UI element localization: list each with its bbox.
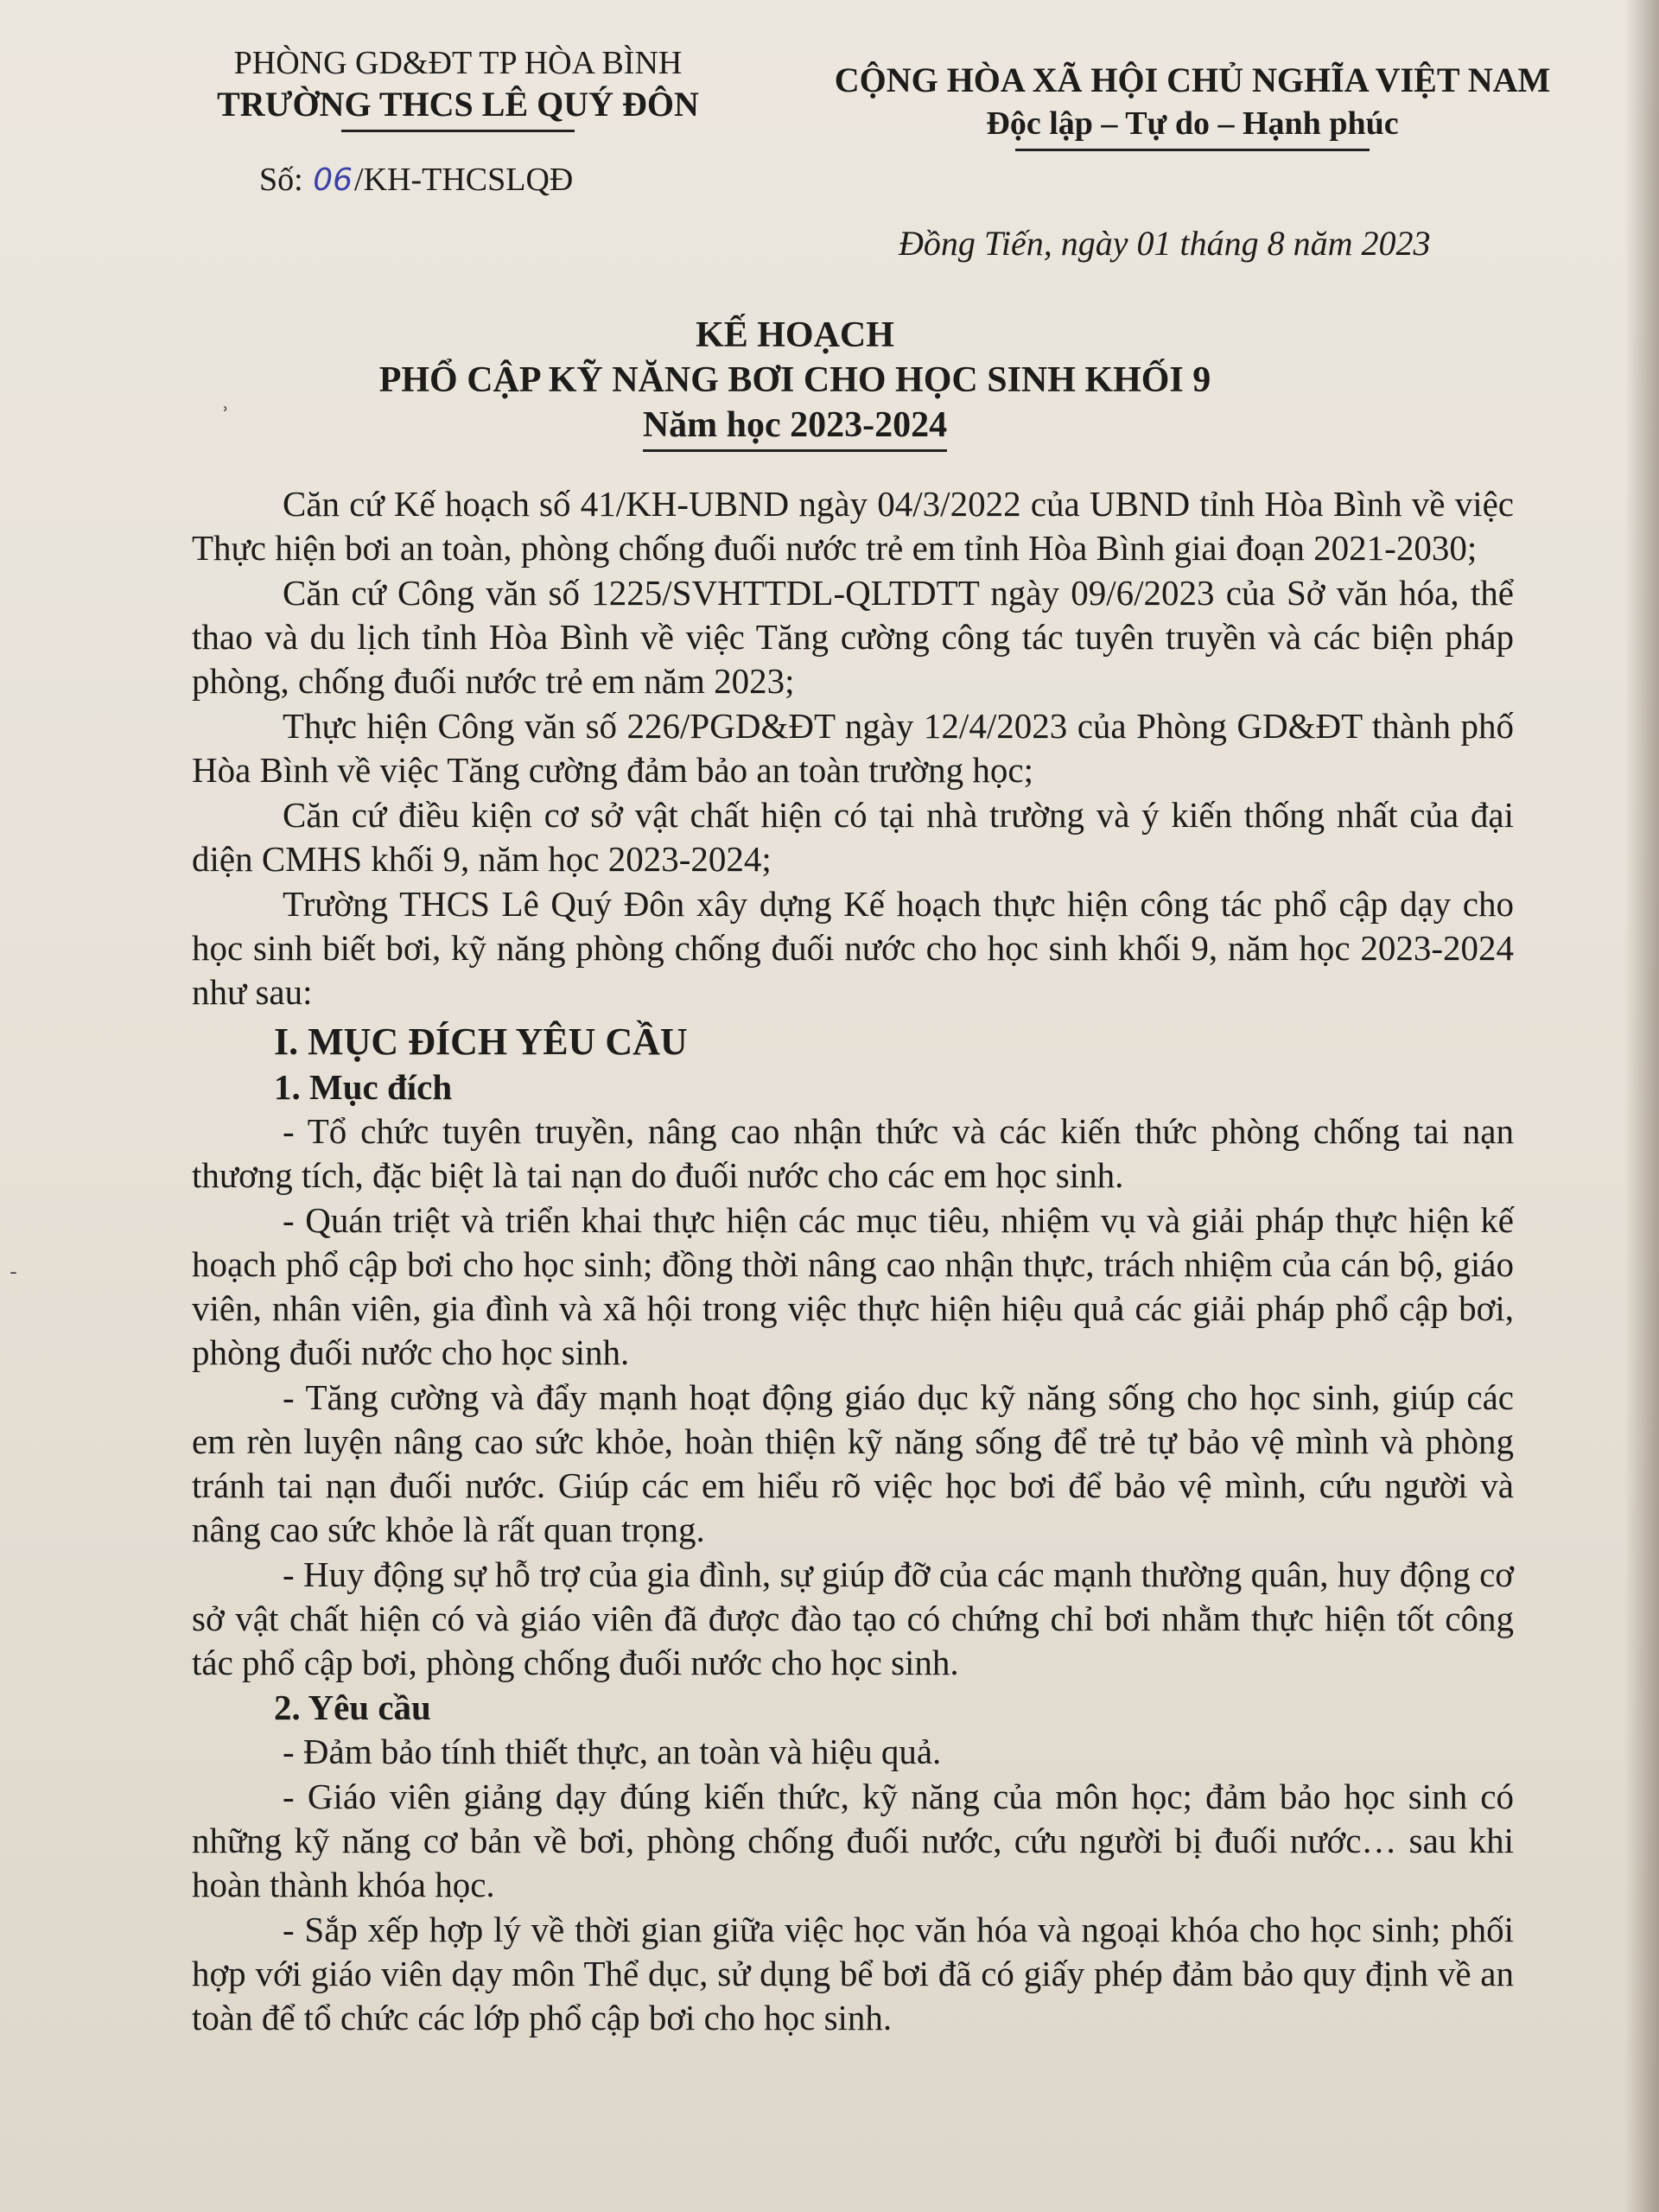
document-body	[192, 482, 1514, 2041]
handwritten-number: 06	[313, 162, 353, 198]
purpose-item: - Tổ chức tuyên truyền, nâng cao nhận thức và các kiến thức phòng chống tai nạn thương tích, đặc biệt là tai nạn do đuối nước cho các em học sinh.	[192, 1111, 1514, 1195]
motto-underline	[1015, 149, 1370, 151]
subsection-heading-purpose: 1. Mục đích	[274, 1067, 453, 1107]
national-heading	[760, 59, 1624, 151]
preamble-paragraph: Thực hiện Công văn số 226/PGD&ĐT ngày 12/4/2023 của Phòng GD&ĐT thành phố Hòa Bình về việc Tăng cường đảm bảo an toàn trường học;	[192, 706, 1514, 790]
purpose-item: - Tăng cường và đẩy mạnh hoạt động giáo dục kỹ năng sống cho học sinh, giúp các em rèn luyện nâng cao sức khỏe, hoàn thiện kỹ năng sống để trẻ tự bảo vệ mình và phòng tránh tai nạn đuối nước. Giúp các em hiểu rõ việc học bơi để bảo vệ mình, cứu người và nâng cao sức khỏe là rất quan trọng.	[192, 1377, 1514, 1549]
requirement-item: - Giáo viên giảng dạy đúng kiến thức, kỹ năng của môn học; đảm bảo học sinh có những kỹ năng cơ bản về bơi, phòng chống đuối nước, cứu người bị đuối nước… sau khi hoàn thành khóa học.	[192, 1777, 1514, 1904]
country-name: CỘNG HÒA XÃ HỘI CHỦ NGHĨA VIỆT NAM	[834, 60, 1551, 99]
preamble-paragraph: Căn cứ điều kiện cơ sở vật chất hiện có tại nhà trường và ý kiến thống nhất của đại diện CMHS khối 9, năm học 2023-2024;	[192, 795, 1514, 879]
requirement-item: - Sắp xếp hợp lý về thời gian giữa việc học văn hóa và ngoại khóa cho học sinh; phối hợp với giáo viên dạy môn Thể dục, sử dụng bể bơi đã có giấy phép đảm bảo quy định về an toàn để tổ chức các lớp phổ cập bơi cho học sinh.	[192, 1910, 1514, 2037]
subsection-heading-requirements: 2. Yêu cầu	[274, 1688, 431, 1727]
national-motto: Độc lập – Tự do – Hạnh phúc	[986, 105, 1399, 142]
requirement-item: - Đảm bảo tính thiết thực, an toàn và hiệu quả.	[283, 1732, 942, 1771]
document-number	[259, 161, 573, 199]
preamble-paragraph: Trường THCS Lê Quý Đôn xây dựng Kế hoạch thực hiện công tác phổ cập dạy cho học sinh biết bơi, kỹ năng phòng chống đuối nước cho học sinh khối 9, năm học 2023-2024 như sau:	[192, 884, 1514, 1012]
purpose-item: - Quán triệt và triển khai thực hiện các mục tiêu, nhiệm vụ và giải pháp thực hiện kế hoạch phổ cập bơi cho học sinh; đồng thời nâng cao nhận thực, trách nhiệm của cán bộ, giáo viên, nhân viên, gia đình và xã hội trong việc thực hiện hiệu quả các giải pháp phổ cập bơi, phòng đuối nước cho học sinh.	[192, 1200, 1514, 1372]
preamble-paragraph: Căn cứ Công văn số 1225/SVHTTDL-QLTDTT ngày 09/6/2023 của Sở văn hóa, thể thao và du lịch tỉnh Hòa Bình về việc Tăng cường công tác tuyên truyền và các biện pháp phòng, chống đuối nước trẻ em năm 2023;	[192, 573, 1514, 701]
doc-number-suffix: /KH-THCSLQĐ	[354, 162, 574, 198]
margin-mark: ʾ	[223, 404, 229, 426]
school-name: TRƯỜNG THCS LÊ QUÝ ĐÔN	[217, 85, 699, 124]
purpose-item: - Huy động sự hỗ trợ của gia đình, sự giúp đỡ của các mạnh thường quân, huy động cơ sở vật chất hiện có và giáo viên đã được đào tạo có chứng chỉ bơi nhằm thực hiện tốt công tác phổ cập bơi, phòng chống đuối nước cho học sinh.	[192, 1554, 1514, 1682]
agency-name: PHÒNG GD&ĐT TP HÒA BÌNH	[233, 45, 683, 81]
doc-number-prefix: Số:	[259, 162, 312, 198]
margin-mark: ˉ	[9, 1270, 18, 1292]
issuer-block	[164, 43, 752, 132]
page-edge-shadow	[1624, 0, 1659, 2212]
document-title	[363, 313, 1227, 452]
section-heading: I. MỤC ĐÍCH YÊU CẦU	[274, 1020, 688, 1063]
place-date: Đồng Tiến, ngày 01 tháng 8 năm 2023	[899, 224, 1431, 263]
preamble-paragraph: Căn cứ Kế hoạch số 41/KH-UBND ngày 04/3/2022 của UBND tỉnh Hòa Bình về việc Thực hiện bơi an toàn, phòng chống đuối nước trẻ em tỉnh Hòa Bình giai đoạn 2021-2030;	[192, 484, 1514, 568]
title-subject: PHỔ CẬP KỸ NĂNG BƠI CHO HỌC SINH KHỐI 9	[378, 360, 1211, 400]
title-kind: KẾ HOẠCH	[696, 315, 894, 355]
title-year: Năm học 2023-2024	[643, 403, 947, 452]
issuer-underline	[341, 130, 575, 132]
